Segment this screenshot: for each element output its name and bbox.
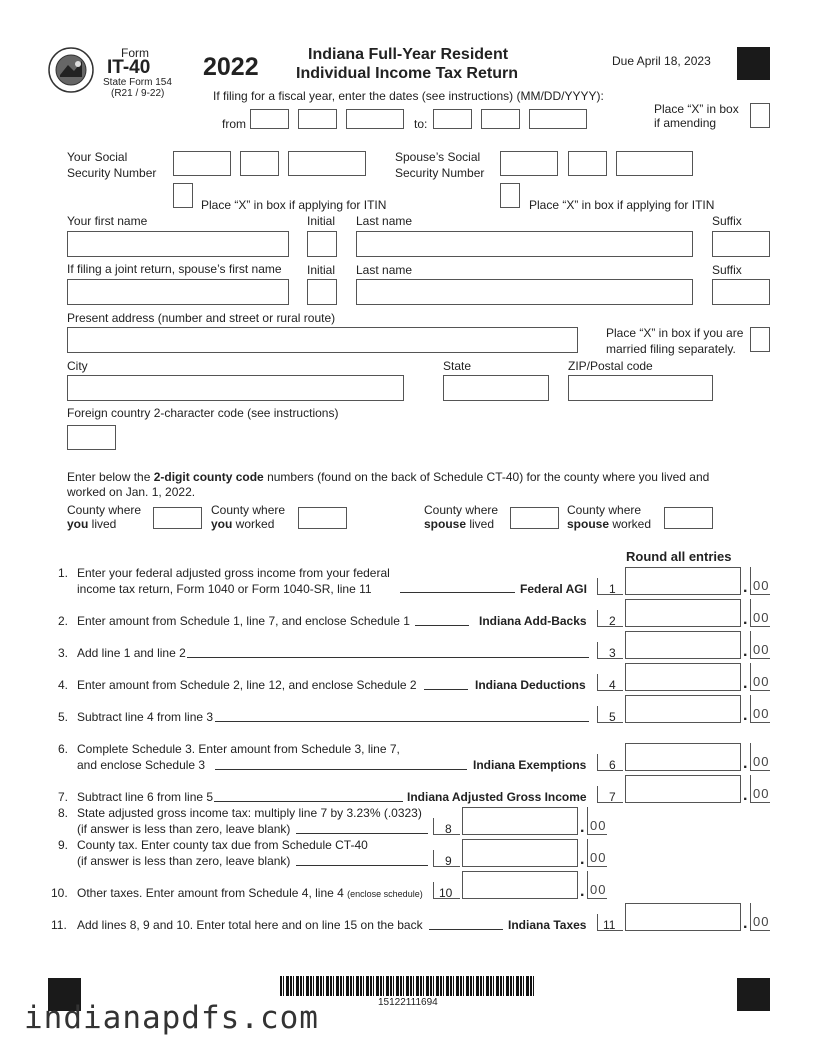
- city-field[interactable]: [67, 375, 404, 401]
- line3-box-number: 3: [609, 646, 616, 660]
- line2-label: Indiana Add-Backs: [479, 614, 587, 628]
- line5-text: Subtract line 4 from line 3: [77, 710, 214, 724]
- line3-number: 3.: [58, 646, 69, 660]
- tax-year: 2022: [203, 53, 259, 81]
- last-name-label: Last name: [356, 214, 413, 228]
- line10-box-number: 10: [439, 886, 453, 900]
- fiscal-from-day[interactable]: [298, 109, 337, 129]
- line5-amount[interactable]: [625, 695, 741, 723]
- line4-label: Indiana Deductions: [475, 678, 586, 692]
- form-title-line1: Indiana Full-Year Resident: [308, 46, 509, 63]
- line10-text: Other taxes. Enter amount from Schedule 4, line 4 (enclose schedule): [77, 886, 423, 900]
- itin-label: Place “X” in box if applying for ITIN: [201, 198, 387, 212]
- registration-mark-bottom-right: [737, 978, 770, 1011]
- line9-number: 9.: [58, 838, 69, 852]
- fiscal-from-label: from: [222, 117, 246, 131]
- spouse-ssn-label: Spouse’s Social: [395, 150, 481, 164]
- line11-label: Indiana Taxes: [508, 918, 587, 932]
- line4-text: Enter amount from Schedule 2, line 12, and enclose Schedule 2: [77, 678, 417, 692]
- spouse-ssn-label-2: Security Number: [395, 166, 485, 180]
- first-name-field[interactable]: [67, 231, 289, 257]
- line7-text: Subtract line 6 from line 5: [77, 790, 214, 804]
- line3-text: Add line 1 and line 2: [77, 646, 186, 660]
- watermark: indianapdfs.com: [24, 1000, 319, 1036]
- county-instructions: Enter below the 2-digit county code numbers (found on the back of Schedule CT-40) for the county where you lived and: [67, 470, 710, 484]
- amending-checkbox[interactable]: [750, 103, 770, 128]
- your-ssn-part1[interactable]: [173, 151, 231, 176]
- line7-box-number: 7: [609, 790, 616, 804]
- line11-number: 11.: [51, 918, 67, 932]
- fiscal-year-instructions: If filing for a fiscal year, enter the dates (see instructions) (MM/DD/YYYY):: [213, 89, 604, 103]
- line7-number: 7.: [58, 790, 69, 804]
- county-you-worked-field[interactable]: [298, 507, 347, 529]
- line8-text: State adjusted gross income tax: multiply line 7 by 3.23% (.0323): [77, 806, 422, 820]
- foreign-country-field[interactable]: [67, 425, 116, 450]
- suffix-label: Suffix: [712, 214, 742, 228]
- your-ssn-part2[interactable]: [240, 151, 279, 176]
- spouse-suffix-field[interactable]: [712, 279, 770, 305]
- state-form-number: State Form 154: [103, 77, 172, 88]
- form-title-line2: Individual Income Tax Return: [296, 65, 518, 82]
- spouse-itin-checkbox[interactable]: [500, 183, 520, 208]
- form-number: IT-40: [107, 57, 151, 78]
- county-you-lived-field[interactable]: [153, 507, 202, 529]
- line1-number: 1.: [58, 566, 69, 580]
- county-spouse-lived-field[interactable]: [510, 507, 559, 529]
- registration-mark: [737, 47, 770, 80]
- mfs-label-2: married filing separately.: [606, 342, 736, 356]
- first-name-label: Your first name: [67, 214, 148, 228]
- fiscal-to-day[interactable]: [481, 109, 520, 129]
- spouse-itin-label: Place “X” in box if applying for ITIN: [529, 198, 715, 212]
- line1-text: Enter your federal adjusted gross income from your federal: [77, 566, 390, 580]
- county-instructions-2: worked on Jan. 1, 2022.: [67, 485, 196, 499]
- line6-number: 6.: [58, 742, 69, 756]
- round-all-entries: Round all entries: [626, 549, 732, 564]
- line8-text-2: (if answer is less than zero, leave blank): [77, 822, 291, 836]
- line2-text: Enter amount from Schedule 1, line 7, and enclose Schedule 1: [77, 614, 410, 628]
- fiscal-to-year[interactable]: [529, 109, 587, 129]
- form-revision: (R21 / 9-22): [111, 88, 165, 99]
- line6-amount[interactable]: [625, 743, 741, 771]
- last-name-field[interactable]: [356, 231, 693, 257]
- line9-box-number: 9: [445, 854, 452, 868]
- spouse-ssn-part1[interactable]: [500, 151, 558, 176]
- line8-box-number: 8: [445, 822, 452, 836]
- fiscal-from-year[interactable]: [346, 109, 404, 129]
- address-field[interactable]: [67, 327, 578, 353]
- line1-label: Federal AGI: [520, 582, 587, 596]
- your-ssn-label: Your Social: [67, 150, 128, 164]
- form-label: Form: [121, 46, 149, 60]
- line2-box-number: 2: [609, 614, 616, 628]
- county-spouse-worked-label: County where spouse worked: [567, 503, 652, 531]
- mfs-label: Place “X” in box if you are: [606, 326, 744, 340]
- suffix-field[interactable]: [712, 231, 770, 257]
- line8-amount[interactable]: [462, 807, 578, 835]
- zip-field[interactable]: [568, 375, 713, 401]
- line6-text-2: and enclose Schedule 3: [77, 758, 206, 772]
- line10-number: 10.: [51, 886, 68, 900]
- state-seal-icon: [48, 47, 94, 93]
- county-spouse-lived-label: County where spouse lived: [424, 503, 499, 531]
- spouse-initial-label: Initial: [307, 263, 336, 277]
- spouse-last-name-label: Last name: [356, 263, 413, 277]
- itin-checkbox[interactable]: [173, 183, 193, 208]
- mfs-checkbox[interactable]: [750, 327, 770, 352]
- line7-amount[interactable]: [625, 775, 741, 803]
- your-ssn-part3[interactable]: [288, 151, 366, 176]
- line6-label: Indiana Exemptions: [473, 758, 587, 772]
- spouse-ssn-part2[interactable]: [568, 151, 607, 176]
- county-spouse-worked-field[interactable]: [664, 507, 713, 529]
- line6-box-number: 6: [609, 758, 616, 772]
- line11-amount[interactable]: [625, 903, 741, 931]
- zip-label: ZIP/Postal code: [568, 359, 653, 373]
- state-label: State: [443, 359, 472, 373]
- line5-box-number: 5: [609, 710, 616, 724]
- spouse-ssn-part3[interactable]: [616, 151, 693, 176]
- line7-label: Indiana Adjusted Gross Income: [407, 790, 587, 804]
- spouse-first-name-label: If filing a joint return, spouse’s first name: [67, 262, 282, 276]
- your-ssn-label-2: Security Number: [67, 166, 157, 180]
- line2-number: 2.: [58, 614, 69, 628]
- line6-text: Complete Schedule 3. Enter amount from Schedule 3, line 7,: [77, 742, 400, 756]
- city-label: City: [67, 359, 88, 373]
- barcode-number: 15122111694: [378, 997, 438, 1008]
- state-field[interactable]: [443, 375, 549, 401]
- line5-number: 5.: [58, 710, 69, 724]
- spouse-initial-field[interactable]: [307, 279, 337, 305]
- line11-box-number: 11: [603, 918, 616, 932]
- initial-field[interactable]: [307, 231, 337, 257]
- spouse-suffix-label: Suffix: [712, 263, 742, 277]
- barcode-icon: [280, 976, 536, 996]
- line1-amount[interactable]: [625, 567, 741, 595]
- line4-number: 4.: [58, 678, 69, 692]
- line4-amount[interactable]: [625, 663, 741, 691]
- address-label: Present address (number and street or rural route): [67, 311, 336, 325]
- line3-amount[interactable]: [625, 631, 741, 659]
- fiscal-to-month[interactable]: [433, 109, 472, 129]
- line9-text: County tax. Enter county tax due from Schedule CT-40: [77, 838, 368, 852]
- line2-amount[interactable]: [625, 599, 741, 627]
- line9-amount[interactable]: [462, 839, 578, 867]
- line9-text-2: (if answer is less than zero, leave blank): [77, 854, 291, 868]
- amending-label-2: if amending: [654, 116, 717, 130]
- spouse-last-name-field[interactable]: [356, 279, 693, 305]
- county-you-lived-label: County where you lived: [67, 503, 142, 531]
- due-date: Due April 18, 2023: [612, 54, 711, 68]
- foreign-country-label: Foreign country 2-character code (see instructions): [67, 406, 339, 420]
- line4-box-number: 4: [609, 678, 616, 692]
- line8-number: 8.: [58, 806, 69, 820]
- line10-amount[interactable]: [462, 871, 578, 899]
- line1-text-2: income tax return, Form 1040 or Form 1040-SR, line 11: [77, 582, 372, 596]
- spouse-first-name-field[interactable]: [67, 279, 289, 305]
- initial-label: Initial: [307, 214, 336, 228]
- line1-box-number: 1: [609, 582, 616, 596]
- line11-text: Add lines 8, 9 and 10. Enter total here and on line 15 on the back: [77, 918, 423, 932]
- county-you-worked-label: County where you worked: [211, 503, 286, 531]
- fiscal-to-label: to:: [414, 117, 428, 131]
- amending-label: Place “X” in box: [654, 102, 739, 116]
- fiscal-from-month[interactable]: [250, 109, 289, 129]
